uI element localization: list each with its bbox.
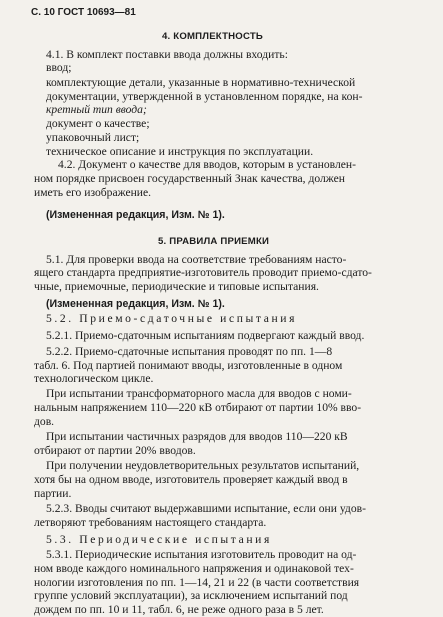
paragraph-line: 4.2. Документ о качестве для вводов, которым в установлен-	[58, 158, 356, 172]
paragraph-line: ящего стандарта предприятие-изготовитель проводит приемо-сдато-	[34, 266, 372, 280]
section-4-title: 4. КОМПЛЕКТНОСТЬ	[162, 31, 263, 43]
paragraph-line: группе условий эксплуатации), за исключением испытаний под	[34, 589, 348, 603]
paragraph-line: При испытании частичных разрядов для вводов 110—220 кВ	[46, 430, 348, 444]
paragraph-line: 5.2.3. Вводы считают выдержавшими испытание, если они удов-	[46, 502, 366, 516]
paragraph-line: упаковочный лист;	[46, 130, 140, 144]
paragraph-line: летворяют требованиям настоящего стандарта.	[34, 516, 267, 530]
paragraph-line: ном порядке присвоен государственный Знак качества, должен	[34, 172, 345, 185]
paragraph-line: 5.2.2. Приемо-сдаточные испытания проводят по пп. 1—8	[46, 345, 333, 358]
paragraph-line: 5.3.1. Периодические испытания изготовитель проводит на од-	[46, 548, 357, 562]
page-header: С. 10 ГОСТ 10693—81	[31, 7, 136, 19]
paragraph-line: документ о качестве;	[46, 117, 150, 131]
edit-note: (Измененная редакция, Изм. № 1).	[46, 297, 225, 310]
subsection-5-3-title: 5.3. Периодические испытания	[46, 532, 272, 546]
paragraph-line: иметь его изображение.	[34, 185, 152, 199]
paragraph-line: ном вводе каждого номинального напряжения и одинаковой тех-	[34, 561, 354, 575]
italic-phrase: кретный тип ввода;	[46, 103, 147, 117]
paragraph-line: нальным напряжением 110—220 кВ отбирают от партии 10% вво-	[34, 400, 362, 414]
paragraph-line: 4.1. В комплект поставки ввода должны входить:	[46, 47, 288, 61]
paragraph-line: документации, утвержденной в установленном порядке, на кон-	[46, 89, 363, 103]
paragraph-line: отбирают от партии 20% вводов.	[34, 443, 196, 457]
paragraph-line: технологическом цикле.	[34, 372, 154, 386]
paragraph-line: При испытании трансформаторного масла для вводов с номи-	[46, 387, 352, 400]
paragraph-line: 5.2.1. Приемо-сдаточным испытаниям подвергают каждый ввод.	[46, 329, 365, 343]
paragraph-line: хотя бы на одном вводе, изготовитель проверяет каждый ввод в	[34, 473, 348, 487]
paragraph-line: техническое описание и инструкция по эксплуатации.	[46, 144, 314, 158]
paragraph-line: комплектующие детали, указанные в нормативно-технической	[46, 75, 356, 89]
paragraph-line: нологии изготовления по пп. 1—14, 21 и 22 (в части соответствия	[34, 575, 360, 589]
paragraph-line: табл. 6. Под партией понимают вводы, изготовленные в одном	[34, 358, 343, 372]
section-5-title: 5. ПРАВИЛА ПРИЕМКИ	[158, 236, 270, 248]
subsection-5-2-title: 5.2. Приемо-сдаточные испытания	[46, 312, 298, 325]
paragraph-line: чные, приемочные, периодические и типовые испытания.	[34, 280, 319, 293]
paragraph-line: партии.	[34, 486, 72, 500]
paragraph-line: При получении неудовлетворительных результатов испытаний,	[46, 459, 360, 473]
paragraph-line: 5.1. Для проверки ввода на соответствие требованиям насто-	[46, 252, 347, 266]
paragraph-line: дождем по пп. 10 и 11, табл. 6, не реже одного раза в 5 лет.	[34, 603, 324, 616]
edit-note: (Измененная редакция, Изм. № 1).	[46, 208, 225, 221]
paragraph-line: ввод;	[46, 61, 72, 75]
paragraph-line: дов.	[34, 414, 55, 428]
